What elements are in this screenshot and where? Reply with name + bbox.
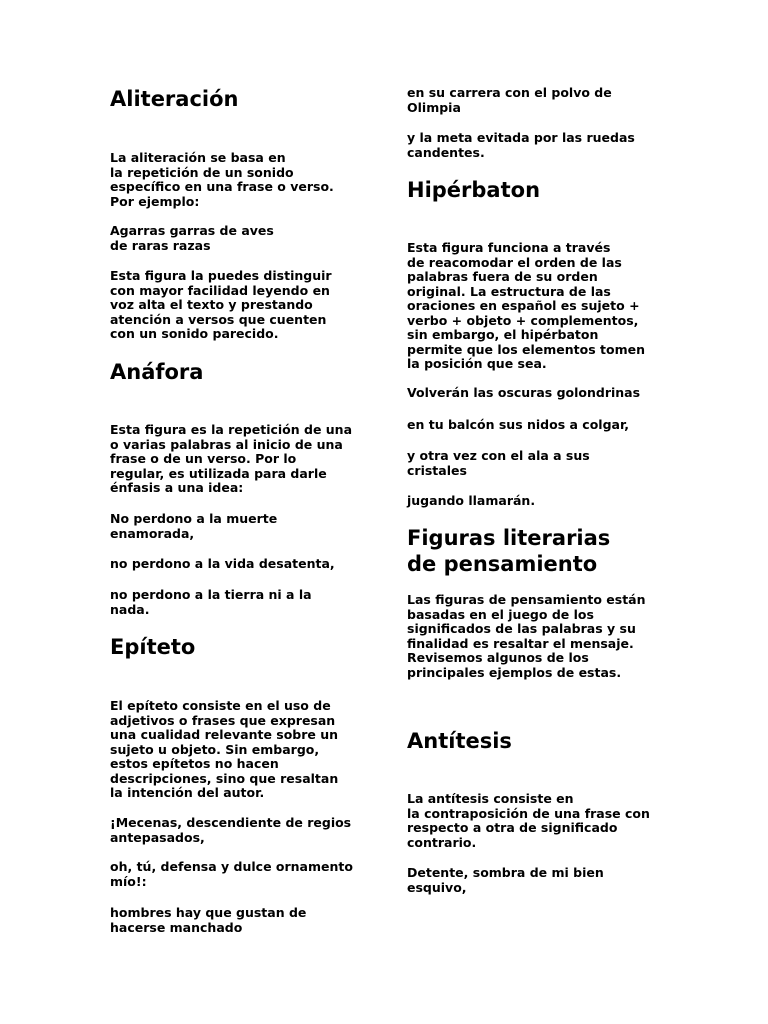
epiteto-paragraph-1: El epíteto consiste en el uso de adjetivos o frases que expresan una cualidad relevante sobre un sujeto u objeto. Sin embargo, estos epítetos no hacen descripciones, sino que resaltan la intención del autor.	[110, 698, 339, 800]
anafora-paragraph-1: Esta figura es la repetición de una o varias palabras al inicio de una frase o de un verso. Por lo regular, es utilizada para darle énfasis a una idea:	[110, 422, 353, 495]
epiteto-paragraph-3: oh, tú, defensa y dulce ornamento mío!:	[110, 859, 353, 889]
heading-hiperbaton: Hipérbaton	[407, 178, 541, 202]
antitesis-paragraph-1: La antítesis consiste en la contraposición de una frase con respecto a otra de significado contrario.	[407, 791, 650, 850]
heading-aliteracion: Aliteración	[110, 87, 239, 111]
anafora-paragraph-4: no perdono a la tierra ni a la nada.	[110, 587, 312, 617]
anafora-paragraph-3: no perdono a la vida desatenta,	[110, 556, 335, 571]
hiperbaton-paragraph-4: y otra vez con el ala a sus cristales	[407, 448, 590, 478]
hiperbaton-paragraph-5: jugando llamarán.	[407, 493, 536, 508]
hiperbaton-paragraph-2: Volverán las oscuras golondrinas	[407, 385, 641, 400]
aliteracion-paragraph-3: Esta figura la puedes distinguir con mayor facilidad leyendo en voz alta el texto y prestando atención a versos que cuenten con un sonido parecido.	[110, 268, 332, 341]
heading-figuras-pensamiento: Figuras literarias de pensamiento	[407, 526, 611, 576]
continuation-paragraph-2: y la meta evitada por las ruedas candentes.	[407, 130, 635, 160]
aliteracion-paragraph-1: La aliteración se basa en la repetición de un sonido específico en una frase o verso. Por ejemplo:	[110, 150, 334, 209]
aliteracion-paragraph-2: Agarras garras de aves de raras razas	[110, 223, 274, 253]
anafora-paragraph-2: No perdono a la muerte enamorada,	[110, 511, 278, 541]
heading-epiteto: Epíteto	[110, 635, 196, 659]
epiteto-paragraph-4: hombres hay que gustan de hacerse manchado	[110, 905, 307, 935]
heading-anafora: Anáfora	[110, 360, 204, 384]
hiperbaton-paragraph-1: Esta figura funciona a través de reacomodar el orden de las palabras fuera de su orden original. La estructura de las oraciones en español es sujeto + verbo + objeto + complementos, sin embargo, el hipérbaton permite que los elementos tomen la posición que sea.	[407, 240, 646, 371]
antitesis-paragraph-2: Detente, sombra de mi bien esquivo,	[407, 865, 604, 895]
epiteto-paragraph-2: ¡Mecenas, descendiente de regios antepasados,	[110, 815, 352, 845]
figuras-pensamiento-paragraph-1: Las figuras de pensamiento están basadas en el juego de los significados de las palabras y su finalidad es resaltar el mensaje. Revisemos algunos de los principales ejemplos de estas.	[407, 592, 646, 680]
hiperbaton-paragraph-3: en tu balcón sus nidos a colgar,	[407, 417, 630, 432]
heading-antitesis: Antítesis	[407, 729, 512, 753]
continuation-paragraph-1: en su carrera con el polvo de Olimpia	[407, 85, 612, 115]
